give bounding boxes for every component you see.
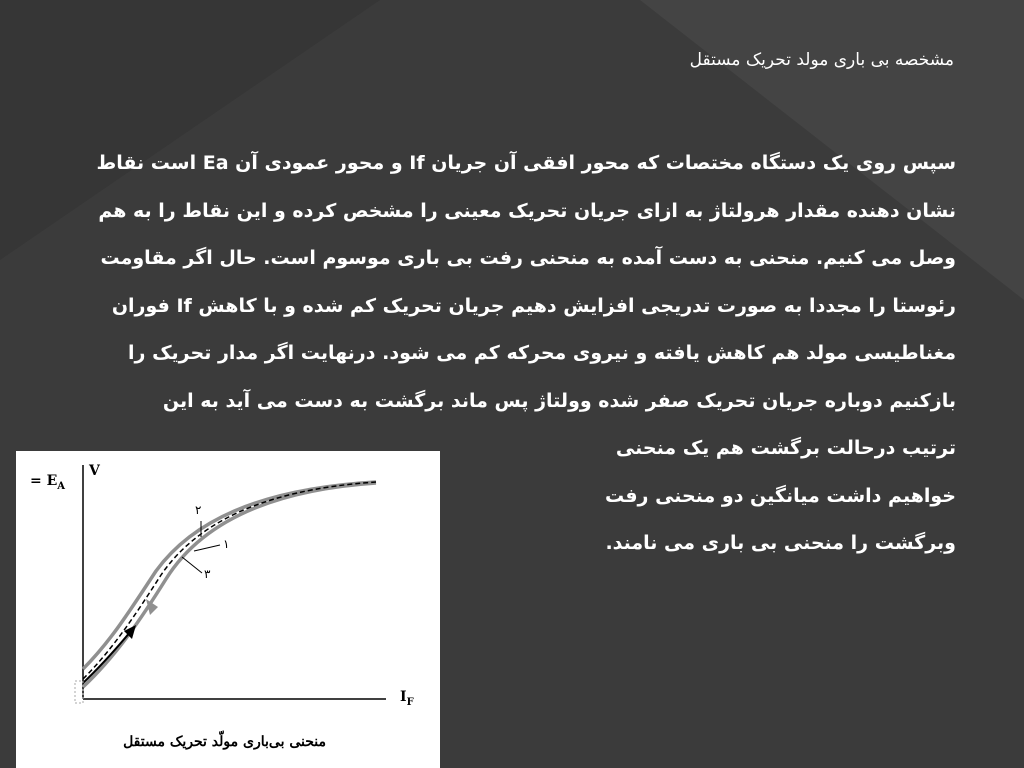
curve-label-2: ۲ [195, 503, 202, 517]
residual-marker [75, 681, 83, 703]
no-load-curve-diagram [16, 451, 440, 768]
slide-title: مشخصه بی باری مولد تحریک مستقل [689, 50, 954, 70]
x-axis-label: $I_F$ [400, 689, 414, 708]
body-paragraph: وبرگشت را منحنی بی باری می نامند. [605, 532, 956, 554]
y-axis-label: V [89, 463, 100, 479]
leader-line-3 [182, 557, 202, 573]
no-load-curve-figure [16, 451, 440, 768]
body-paragraph: سپس روی یک دستگاه مختصات که محور افقی آن جریان If و محور عمودی آن Ea است نقاط نشان دهنده مقدار هرولتاژ به ازای جریان تحریک معینی را مشخص کرده و این نقاط را به هم وصل می کنیم. منحنی به دست آمده به منحنی رفت بی باری موسوم است. حال اگر مقاومت رئوستا را مجددا به صورت تدریجی افزایش دهیم جریان تحریک کم شده و با کاهش If فوران مغناطیسی مولد هم کاهش یافته و نیروی محرکه کم می شود. درنهایت اگر مدار تحریک را بازکنیم دوباره جریان تحریک صفر شده وولتاژ پس ماند برگشت به دست می آید به این [96, 152, 956, 412]
curve-rising-arrow-segment [83, 631, 131, 683]
body-paragraph: خواهیم داشت میانگین دو منحنی رفت [604, 484, 956, 507]
curve-falling-gray [83, 482, 376, 669]
curve-label-3: ۳ [204, 567, 211, 581]
curve-label-1: ۱ [223, 537, 230, 551]
leader-line-1 [194, 545, 220, 551]
y-axis-eq-label: = $E_A$ [30, 473, 66, 492]
figure-caption: منحنی بی‌باری مولّد تحریک مستقل [123, 734, 326, 750]
body-paragraph: ترتیب درحالت برگشت هم یک منحنی [615, 437, 956, 459]
